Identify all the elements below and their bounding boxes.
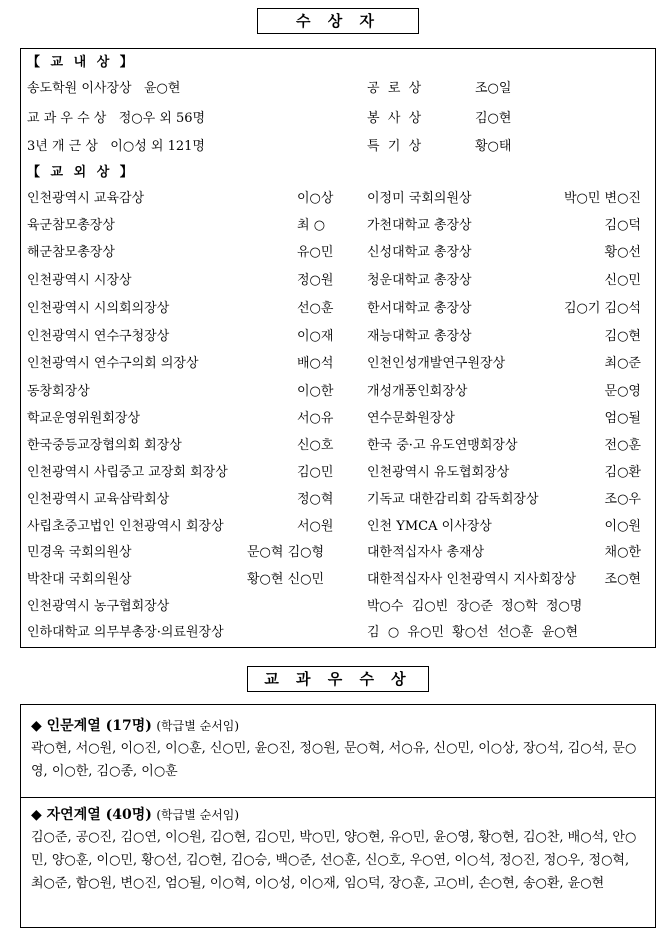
external-row xyxy=(21,623,655,643)
sciences-group xyxy=(21,797,655,929)
awardee: 선○훈 xyxy=(297,301,334,316)
award-name: 개성개풍인회장상 xyxy=(367,384,468,399)
excellence-table xyxy=(20,704,656,928)
external-row xyxy=(21,189,655,209)
external-row xyxy=(21,517,655,537)
awardee: 최○준 xyxy=(604,356,641,371)
award-name: 인천광역시 유도협회장상 xyxy=(367,465,510,480)
awardee: 전○훈 xyxy=(604,438,641,453)
awardee: 김○기 김○석 xyxy=(563,301,641,316)
award-name: 재능대학교 총장상 xyxy=(367,329,472,344)
awardee: 김○민 xyxy=(297,465,334,480)
external-row xyxy=(21,409,655,429)
awardee: 김○현 xyxy=(604,329,641,344)
awardee: 이○원 xyxy=(604,519,641,534)
awardee-list: 김 ○ 유○민 황○선 선○훈 윤○현 xyxy=(367,625,579,640)
awards-table xyxy=(20,48,656,648)
awardee: 채○한 xyxy=(604,545,641,560)
awardee: 서○유 xyxy=(297,411,334,426)
awardee: 엄○될 xyxy=(604,411,641,426)
humanities-note: (학급별 순서임) xyxy=(156,719,240,733)
external-row xyxy=(21,299,655,319)
award-name: 동창회장상 xyxy=(27,384,90,399)
awardees-title: 수 상 자 xyxy=(257,8,419,34)
excellence-title: 교 과 우 수 상 xyxy=(247,666,429,692)
award-name: 인하대학교 의무부총장·의료원장상 xyxy=(27,625,224,640)
awardee: 신○호 xyxy=(297,438,334,453)
awardee: 서○원 xyxy=(297,519,334,534)
award-name: 한국중등교장협의회 회장상 xyxy=(27,438,182,453)
award-name: 이정미 국회의원상 xyxy=(367,191,472,206)
award-name: 인천 YMCA 이사장상 xyxy=(367,519,492,534)
award-name: 인천인성개발연구원장상 xyxy=(367,356,506,371)
awardee: 황○현 신○민 xyxy=(247,572,325,587)
award-name: 연수문화원장상 xyxy=(367,411,455,426)
external-row xyxy=(21,243,655,263)
internal-row xyxy=(21,79,655,99)
sciences-note: (학급별 순서임) xyxy=(156,808,240,822)
humanities-heading-row xyxy=(31,715,645,737)
external-row xyxy=(21,354,655,374)
internal-right-label: 봉 사 상 xyxy=(367,111,422,126)
external-row xyxy=(21,570,655,590)
award-name: 신성대학교 총장상 xyxy=(367,245,472,260)
award-name: 사립초중고법인 인천광역시 회장상 xyxy=(27,519,224,534)
awardee: 김○덕 xyxy=(604,218,641,233)
award-name: 인천광역시 시의회의장상 xyxy=(27,301,170,316)
award-name: 인천광역시 연수구의회 의장상 xyxy=(27,356,199,371)
sciences-names: 김○준, 공○진, 김○연, 이○원, 김○현, 김○민, 박○민, 양○현, 유○민, 윤○영, 황○현, 김○찬, 배○석, 안○민, 양○훈, 이○민, 황○선, 김○현, 김○승, 백○준, 선○훈, 신○호, 우○연, 이○석, 정○진, 정○우, 정○혁, 최○준, 함○원, 변○진, 엄○될, 이○혁, 이○성, 이○재, 임○덕, 장○훈, 고○비, 손○현, 송○환, 윤○현 xyxy=(31,830,637,891)
internal-left: 교 과 우 수 상 정○우 외 56명 xyxy=(27,111,206,126)
internal-right-name: 조○일 xyxy=(475,81,512,96)
award-name: 대한적십자사 인천광역시 지사회장상 xyxy=(367,572,577,587)
awardee: 유○민 xyxy=(297,245,334,260)
award-name: 인천광역시 교육감상 xyxy=(27,191,145,206)
award-name: 한국 중·고 유도연맹회장상 xyxy=(367,438,518,453)
award-name: 학교운영위원회장상 xyxy=(27,411,141,426)
awardee: 정○원 xyxy=(297,273,334,288)
awardee: 배○석 xyxy=(297,356,334,371)
internal-right-label: 공 로 상 xyxy=(367,81,422,96)
awardee: 문○영 xyxy=(604,384,641,399)
award-name: 인천광역시 교육삼락회상 xyxy=(27,492,170,507)
award-name: 청운대학교 총장상 xyxy=(367,273,472,288)
award-name: 인천광역시 농구협회장상 xyxy=(27,599,170,614)
awardee: 박○민 변○진 xyxy=(563,191,641,206)
award-name: 가천대학교 총장상 xyxy=(367,218,472,233)
awardee: 조○우 xyxy=(604,492,641,507)
awardee: 조○현 xyxy=(604,572,641,587)
internal-right-label: 특 기 상 xyxy=(367,139,422,154)
award-name: 인천광역시 사립중고 교장회 회장상 xyxy=(27,465,228,480)
awardee: 김○환 xyxy=(604,465,641,480)
external-row xyxy=(21,490,655,510)
internal-left: 3년 개 근 상 이○성 외 121명 xyxy=(27,139,205,154)
awardee: 최 ○ xyxy=(297,218,326,233)
internal-heading: 【 교 내 상 】 xyxy=(27,55,136,70)
external-row xyxy=(21,597,655,617)
award-name: 민경욱 국회의원상 xyxy=(27,545,132,560)
awardee: 정○혁 xyxy=(297,492,334,507)
external-heading-row xyxy=(21,163,655,183)
external-heading: 【 교 외 상 】 xyxy=(27,165,136,180)
external-row xyxy=(21,436,655,456)
external-row xyxy=(21,463,655,483)
external-row xyxy=(21,271,655,291)
internal-row xyxy=(21,109,655,129)
award-name: 대한적십자사 총재상 xyxy=(367,545,485,560)
awardee: 신○민 xyxy=(604,273,641,288)
internal-right-name: 황○태 xyxy=(475,139,512,154)
sciences-heading: ◆ 자연계열 (40명) xyxy=(31,807,152,823)
awardee-list: 박○수 김○빈 장○준 정○학 정○명 xyxy=(367,599,583,614)
external-row xyxy=(21,382,655,402)
awardee: 황○선 xyxy=(604,245,641,260)
awardee: 이○재 xyxy=(297,329,334,344)
award-name: 박찬대 국회의원상 xyxy=(27,572,132,587)
internal-heading-row xyxy=(21,53,655,73)
internal-right-name: 김○현 xyxy=(475,111,512,126)
humanities-names: 곽○현, 서○원, 이○진, 이○훈, 신○민, 윤○진, 정○원, 문○혁, 서○유, 신○민, 이○상, 장○석, 김○석, 문○영, 이○한, 김○종, 이○훈 xyxy=(31,741,637,779)
external-row xyxy=(21,216,655,236)
awardee: 이○한 xyxy=(297,384,334,399)
award-name: 한서대학교 총장상 xyxy=(367,301,472,316)
award-name: 해군참모총장상 xyxy=(27,245,115,260)
award-name: 인천광역시 연수구청장상 xyxy=(27,329,170,344)
external-row xyxy=(21,327,655,347)
award-name: 육군참모총장상 xyxy=(27,218,115,233)
sciences-heading-row xyxy=(31,804,645,826)
external-row xyxy=(21,543,655,563)
award-name: 기독교 대한감리회 감독회장상 xyxy=(367,492,539,507)
internal-row xyxy=(21,137,655,157)
award-name: 인천광역시 시장상 xyxy=(27,273,132,288)
humanities-group xyxy=(21,715,655,791)
awardee: 문○혁 김○형 xyxy=(247,545,325,560)
awardee: 이○상 xyxy=(297,191,334,206)
internal-left: 송도학원 이사장상 윤○현 xyxy=(27,81,181,96)
humanities-heading: ◆ 인문계열 (17명) xyxy=(31,718,152,734)
